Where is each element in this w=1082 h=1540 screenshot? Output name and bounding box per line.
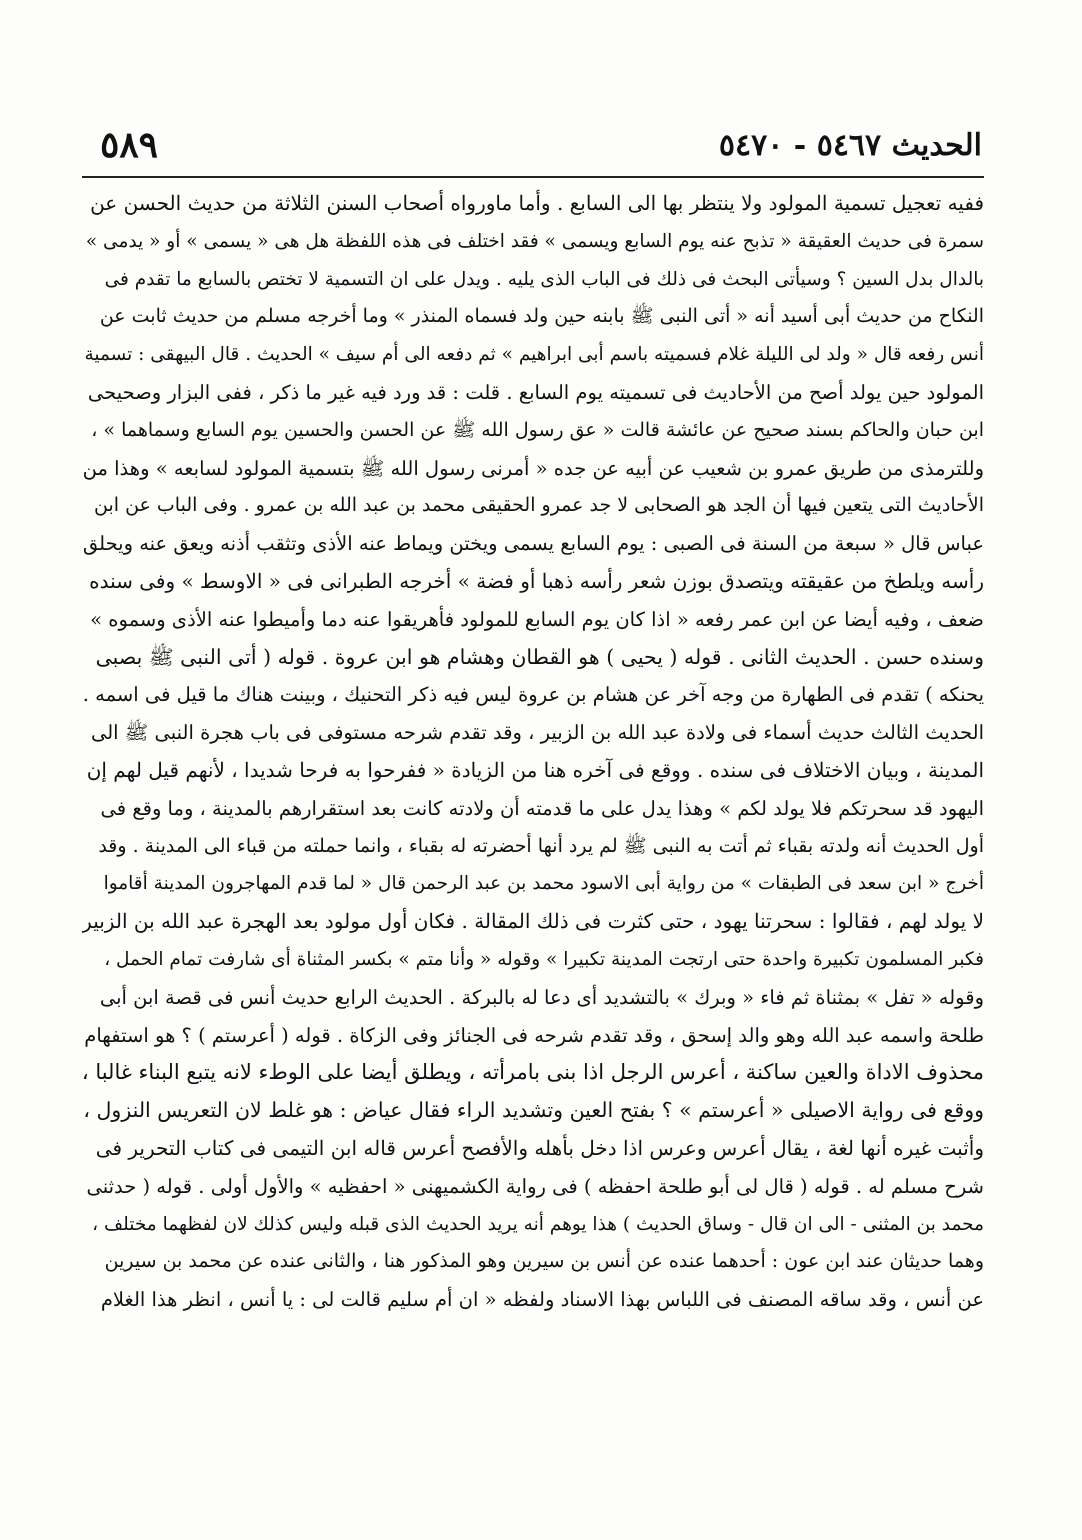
text-line: وهما حديثان عند ابن عون : أحدهما عنده عن أنس بن سيرين وهو المذكور هنا ، والثانى عنده عن محمد بن سيرين	[104, 1250, 984, 1273]
text-line: ضعف ، وفيه أيضا عن ابن عمر رفعه « اذا كان يوم السابع للمولود فأهريقوا عنه دما وأميطوا عنه الأذى وسموه »	[90, 607, 984, 631]
text-line: لا يولد لهم ، فقالوا : سحرتنا يهود ، حتى كثرت فى ذلك المقالة . فكان أول مولود بعد الهجرة عبد الله بن الزبير	[82, 909, 984, 934]
text-line: وسنده حسن . الحديث الثانى . قوله ( يحيى ) هو القطان وهشام هو ابن عروة . قوله ( أتى النبى ﷺ بصبى	[95, 644, 984, 669]
text-line: وأثبت غيره أنها لغة ، يقال أعرس وعرس اذا دخل بأهله والأفصح أعرس قاله ابن التيمى فى كتاب التحرير فى	[95, 1135, 984, 1160]
text-line: رأسه ويلطخ من عقيقته ويتصدق بوزن شعر رأسه ذهبا أو فضة » أخرجه الطبرانى فى « الاوسط » وفى سنده	[89, 568, 984, 593]
text-line: المولود حين يولد أصح من الأحاديث فى تسميته يوم السابع . قلت : قد ورد فيه غير ما ذكر ، ففى البزار وصحيحى	[87, 380, 984, 404]
text-line: يحنكه ) تقدم فى الطهارة من وجه آخر عن هشام بن عروة ليس فيه ذكر التحنيك ، وبينت هناك ما قيل فى اسمه .	[82, 683, 984, 707]
text-line: عن أنس ، وقد ساقه المصنف فى اللباس بهذا الاسناد ولفظه « ان أم سليم قالت لى : يا أنس ، انظر هذا الغلام	[100, 1288, 984, 1312]
commentary-text	[82, 185, 984, 1319]
text-line: اليهود قد سحرتكم فلا يولد لكم » وهذا يدل على ما قدمته أن ولادته كانت بعد استقرارهم بالمدينة ، وما وقع فى	[100, 796, 984, 820]
text-line: أخرج « ابن سعد فى الطبقات » من رواية أبى الاسود محمد بن عبد الرحمن قال « لما قدم المهاجرون المدينة أقاموا	[103, 873, 984, 895]
text-line: سمرة فى حديث العقيقة « تذبح عنه يوم السابع ويسمى » فقد اختلف فى هذه اللفظة هل هى « يسمى » أو « يدمى »	[85, 230, 984, 252]
text-line: شرح مسلم له . قوله ( قال لى أبو طلحة احفظه ) فى رواية الكشميهنى « احفظيه » والأول أولى . قوله ( حدثنى	[86, 1174, 984, 1198]
text-line: أول الحديث أنه ولدته بقباء ثم أتت به النبى ﷺ لم يرد أنها أحضرته له بقباء ، وانما حملته من قباء الى المدينة . وقد	[98, 834, 984, 857]
text-line: الحديث الثالث حديث أسماء فى ولادة عبد الله بن الزبير ، وقد تقدم شرحه مستوفى فى باب هجرة النبى ﷺ الى	[90, 721, 984, 745]
text-line: ووقع فى رواية الاصيلى « أعرستم » ؟ بفتح العين وتشديد الراء فقال عياض : هو غلط لان التعريس النزول ،	[83, 1098, 984, 1123]
text-line: محمد بن المثنى - الى ان قال - وساق الحديث ) هذا يوهم أنه يريد الحديث الذى قبله وليس كذلك لان لفظهما مختلف ،	[92, 1213, 984, 1235]
text-line: بالدال بدل السين ؟ وسيأتى البحث فى ذلك فى الباب الذى يليه . ويدل على ان التسمية لا تختص بالسابع ما تقدم فى	[104, 268, 984, 290]
text-line: فكبر المسلمون تكبيرة واحدة حتى ارتجت المدينة تكبيرا » وقوله « وأنا متم » بكسر المثناة أى شارفت تمام الحمل ،	[104, 948, 984, 970]
text-line: المدينة ، وبيان الاختلاف فى سنده . ووقع فى آخره هنا من الزيادة « ففرحوا به فرحا شديدا ، لأنهم قيل لهم إن	[86, 757, 984, 782]
header-rule	[82, 176, 984, 178]
text-line: وللترمذى من طريق عمرو بن شعيب عن أبيه عن جده « أمرنى رسول الله ﷺ بتسمية المولود لسابعه » وهذا من	[82, 456, 984, 480]
page-number: ٥٨٩	[100, 124, 159, 166]
text-line: الأحاديث التى يتعين فيها أن الجد هو الصحابى لا جد عمرو الحقيقى محمد بن عبد الله بن عمرو . وفى الباب عن ابن	[94, 494, 984, 517]
running-title: الحديث ٥٤٦٧ - ٥٤٧٠	[718, 128, 982, 163]
text-line: محذوف الاداة والعين ساكنة ، أعرس الرجل اذا بنى بامرأته ، ويطلق أيضا على الوطء لانه يتبع البناء غالبا ،	[82, 1060, 984, 1085]
text-line: النكاح من حديث أبى أسيد أنه « أتى النبى ﷺ بابنه حين ولد فسماه المنذر » وما أخرجه مسلم من حديث ثابت عن	[99, 305, 984, 328]
page-header	[82, 118, 982, 178]
text-line: ابن حبان والحاكم بسند صحيح عن عائشة قالت « عق رسول الله ﷺ عن الحسن والحسين يوم السابع وسماهما » ،	[91, 418, 984, 441]
text-line: أنس رفعه قال « ولد لى الليلة غلام فسميته باسم أبى ابراهيم » ثم دفعه الى أم سيف » الحديث . قال البيهقى : تسمية	[84, 344, 984, 366]
text-line: عباس قال « سبعة من السنة فى الصبى : يوم السابع يسمى ويختن ويماط عنه الأذى وتثقب أذنه ويعق عنه ويحلق	[82, 532, 984, 556]
text-line: طلحة واسمه عبد الله وهو والد إسحق ، وقد تقدم شرحه فى الجنائز وفى الزكاة . قوله ( أعرستم ) ؟ هو استفهام	[84, 1023, 984, 1047]
text-line: ففيه تعجيل تسمية المولود ولا ينتظر بها الى السابع . وأما ماورواه أصحاب السنن الثلاثة من حديث الحسن عن	[90, 191, 984, 215]
text-line: وقوله « تفل » بمثناة ثم فاء « وبرك » بالتشديد أى دعا له بالبركة . الحديث الرابع حديث أنس فى قصة ابن أبى	[99, 985, 984, 1009]
